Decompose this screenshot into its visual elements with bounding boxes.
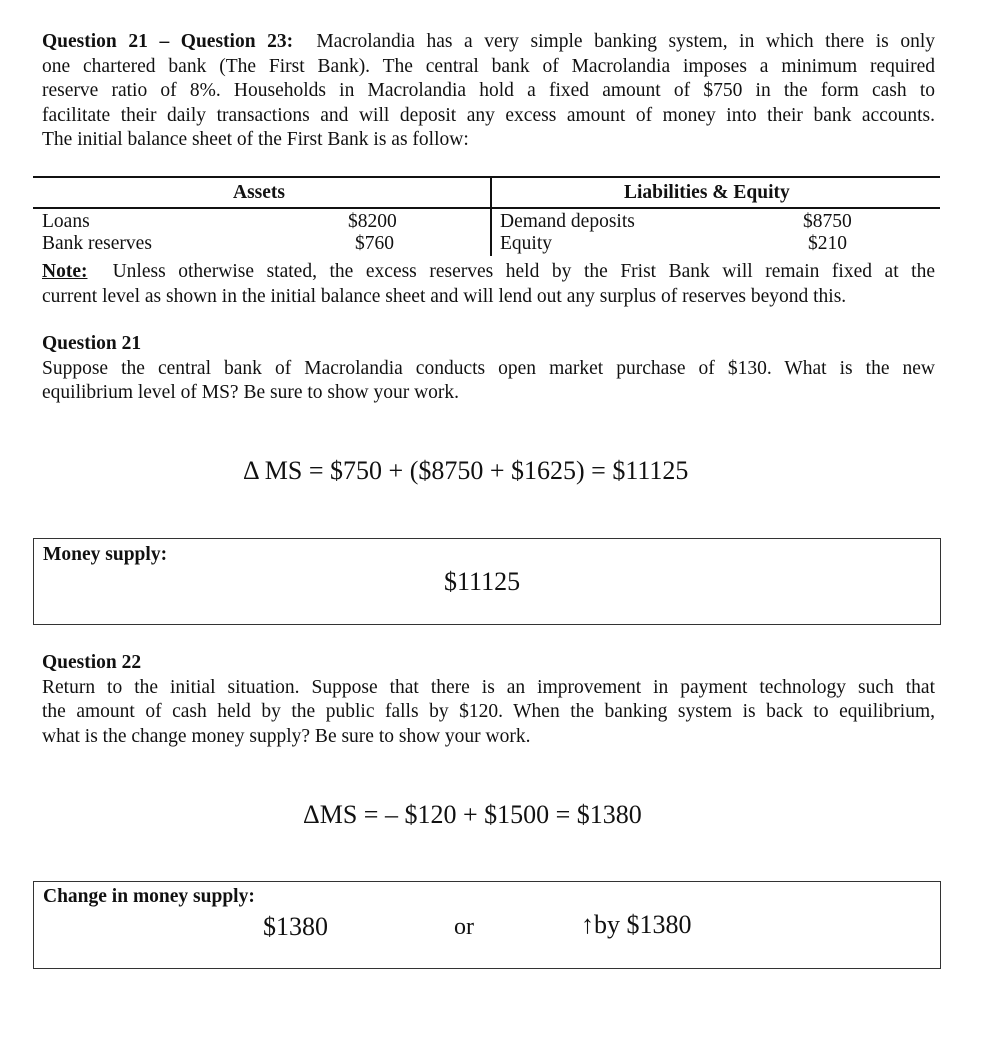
q22-answer-alt xyxy=(581,910,692,940)
q21-answer: $11125 xyxy=(444,567,521,596)
balance-sheet-divider xyxy=(490,176,492,256)
q21-answer-box[interactable] xyxy=(33,538,941,625)
intro-line-2: one chartered bank (The First Bank). The central bank of Macrolandia imposes a minimum required xyxy=(42,55,935,77)
liability-equity-label: Equity xyxy=(500,233,552,254)
q22-line-3: what is the change money supply? Be sure to show your work. xyxy=(42,725,531,747)
q22-block xyxy=(42,651,935,749)
q22-answer-alt-text: by $1380 xyxy=(594,910,692,939)
q21-line-2: equilibrium level of MS? Be sure to show your work. xyxy=(42,382,460,403)
asset-reserves-label: Bank reserves xyxy=(42,233,152,254)
intro-line-1-rest: Macrolandia has a very simple banking system, in which there is only xyxy=(316,31,935,52)
q22-work: ΔMS = – $120 + $1500 = $1380 xyxy=(303,800,642,829)
balance-sheet-top-rule xyxy=(33,176,940,178)
up-arrow-icon: ↑ xyxy=(581,910,594,939)
q22-answer-or: or xyxy=(454,914,474,940)
note-line-2: current level as shown in the initial balance sheet and will lend out any surplus of reserves beyond this. xyxy=(42,285,847,307)
q21-work: Δ MS = $750 + ($8750 + $1625) = $11125 xyxy=(243,456,689,485)
intro-paragraph xyxy=(42,30,935,153)
q22-answer-value: $1380 xyxy=(263,912,328,941)
q22-answer-box[interactable] xyxy=(33,881,941,969)
q22-title: Question 22 xyxy=(42,652,142,673)
asset-reserves-value: $760 xyxy=(355,233,394,254)
note-label: Note: xyxy=(42,261,88,282)
liability-equity-value: $210 xyxy=(808,233,847,254)
intro-line-1 xyxy=(42,30,935,55)
intro-lead: Question 21 – Question 23: xyxy=(42,31,294,52)
asset-loans-label: Loans xyxy=(42,211,90,232)
balance-sheet-header-rule xyxy=(33,207,940,209)
liability-deposits-label: Demand deposits xyxy=(500,211,635,232)
note-paragraph xyxy=(42,260,935,309)
liabilities-header: Liabilities & Equity xyxy=(624,182,790,203)
q22-box-label: Change in money supply: xyxy=(43,886,255,907)
asset-loans-value: $8200 xyxy=(348,211,397,232)
intro-line-5: The initial balance sheet of the First Bank is as follow: xyxy=(42,129,469,150)
q22-line-2: the amount of cash held by the public falls by $120. When the banking system is back to equilibrium, xyxy=(42,701,935,722)
q22-line-1: Return to the initial situation. Suppose that there is an improvement in payment technology such that xyxy=(42,676,935,698)
q21-title: Question 21 xyxy=(42,333,142,354)
liability-deposits-value: $8750 xyxy=(803,211,852,232)
note-line-1 xyxy=(42,260,935,285)
q21-block xyxy=(42,332,935,406)
intro-line-4: facilitate their daily transactions and will deposit any excess amount of money into their bank accounts. xyxy=(42,104,935,126)
q21-box-label: Money supply: xyxy=(43,544,168,565)
q21-line-1: Suppose the central bank of Macrolandia conducts open market purchase of $130. What is the new xyxy=(42,357,935,379)
intro-line-3: reserve ratio of 8%. Households in Macrolandia hold a fixed amount of $750 in the form cash to xyxy=(42,80,935,101)
note-line-1-rest: Unless otherwise stated, the excess reserves held by the Frist Bank will remain fixed at the xyxy=(112,261,935,282)
assets-header: Assets xyxy=(233,182,285,203)
